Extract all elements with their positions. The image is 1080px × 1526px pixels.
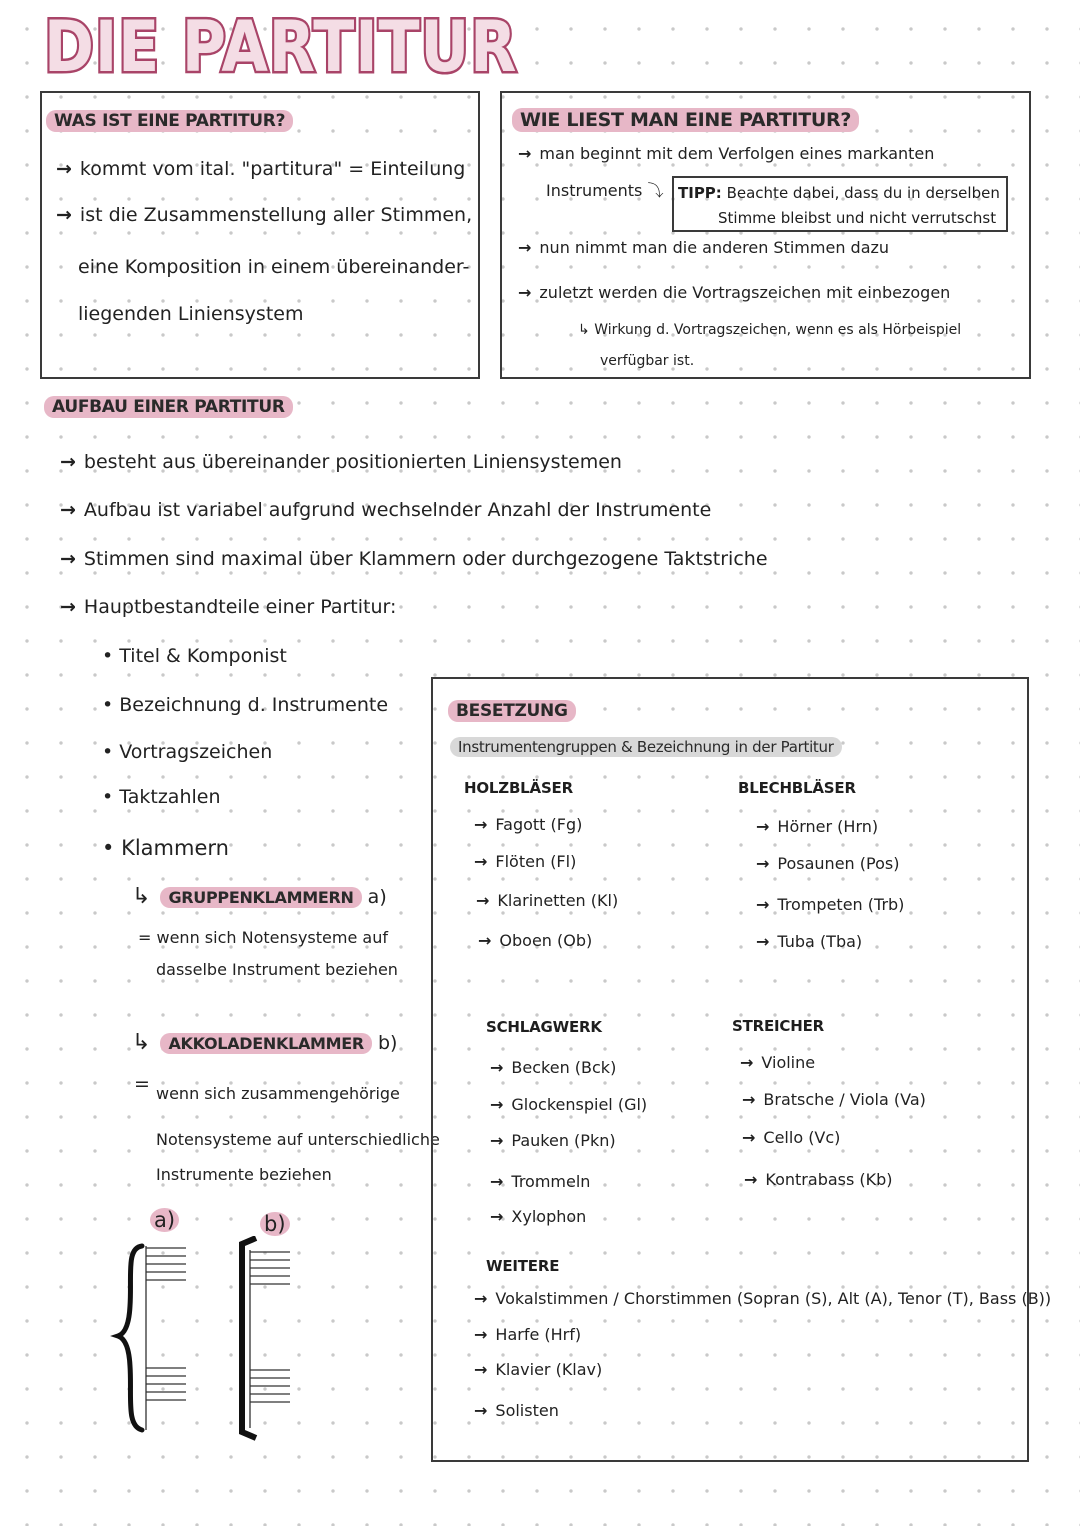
- hook-arrow-icon: ↳: [132, 1030, 151, 1055]
- arrow-icon: →: [518, 238, 532, 257]
- definition-heading: WAS IST EINE PARTITUR?: [46, 110, 293, 132]
- akkoladen-text: wenn sich zusammengehörige: [156, 1084, 400, 1103]
- hook-arrow-icon: ↳: [578, 322, 590, 338]
- bullet-icon: •: [102, 836, 115, 860]
- arrow-icon: →: [478, 931, 492, 950]
- arrow-icon: →: [56, 158, 72, 180]
- aufbau-heading: AUFBAU EINER PARTITUR: [44, 396, 293, 418]
- curly-brace-a: [118, 1246, 142, 1430]
- arrow-icon: →: [756, 932, 770, 951]
- reading-heading: WIE LIEST MAN EINE PARTITUR?: [512, 108, 859, 132]
- instrument-item: → Tuba (Tba): [756, 932, 863, 951]
- instrument-item: → Solisten: [474, 1401, 559, 1420]
- instrument-item: → Becken (Bck): [490, 1058, 617, 1077]
- akkoladen-text: Instrumente beziehen: [156, 1165, 332, 1184]
- arrow-icon: →: [474, 815, 488, 834]
- aufbau-line: → Aufbau ist variabel aufgrund wechselnder Anzahl der Instrumente: [60, 499, 712, 521]
- arrow-icon: →: [490, 1172, 504, 1191]
- definition-line: liegenden Liniensystem: [78, 303, 304, 325]
- arrow-icon: →: [742, 1128, 756, 1147]
- instrument-item: → Trommeln: [490, 1172, 591, 1191]
- instrument-item: → Kontrabass (Kb): [744, 1170, 893, 1189]
- staff-lines-b: [250, 1250, 290, 1428]
- bullet-item: • Vortragszeichen: [102, 741, 273, 763]
- reading-line: → zuletzt werden die Vortragszeichen mit einbezogen: [518, 283, 951, 302]
- arrow-icon: →: [740, 1053, 754, 1072]
- arrow-icon: →: [518, 283, 532, 302]
- diagram-label-b: b): [260, 1212, 290, 1236]
- reading-line: Instruments ⤵: [546, 181, 664, 200]
- bullet-icon: •: [102, 741, 114, 763]
- instrument-item: → Pauken (Pkn): [490, 1131, 616, 1150]
- reading-line: → nun nimmt man die anderen Stimmen dazu: [518, 238, 890, 257]
- arrow-icon: →: [490, 1131, 504, 1150]
- tip-label: TIPP:: [678, 184, 722, 202]
- instrument-item: → Trompeten (Trb): [756, 895, 905, 914]
- staff-lines-a: [146, 1246, 186, 1430]
- definition-box: [40, 91, 480, 379]
- reading-line: verfügbar ist.: [600, 353, 695, 369]
- definition-line: → kommt vom ital. "partitura" = Einteilung: [56, 158, 466, 180]
- arrow-icon: →: [490, 1095, 504, 1114]
- tip-box: [672, 176, 1008, 232]
- bullet-item: • Bezeichnung d. Instrumente: [102, 694, 389, 716]
- arrow-icon: →: [474, 852, 488, 871]
- arrow-icon: →: [756, 895, 770, 914]
- akkoladen-equals: =: [134, 1073, 150, 1095]
- arrow-icon: →: [56, 204, 72, 226]
- arrow-icon: →: [474, 1360, 488, 1379]
- instrument-item: → Glockenspiel (Gl): [490, 1095, 648, 1114]
- arrow-icon: →: [756, 817, 770, 836]
- weitere-heading: WEITERE: [486, 1257, 560, 1275]
- bullet-icon: •: [102, 786, 114, 808]
- akkoladen-row: [132, 1030, 397, 1055]
- arrow-icon: →: [474, 1289, 488, 1308]
- instrument-item: → Cello (Vc): [742, 1128, 841, 1147]
- diagram-label-a: a): [150, 1208, 179, 1232]
- hook-arrow-icon: ↳: [132, 884, 151, 909]
- definition-line: → ist die Zusammenstellung aller Stimmen,: [56, 204, 473, 226]
- streicher-heading: STREICHER: [732, 1017, 824, 1035]
- bullet-item: • Titel & Komponist: [102, 645, 287, 667]
- aufbau-line: → Hauptbestandteile einer Partitur:: [60, 596, 397, 618]
- bullet-item: • Taktzahlen: [102, 786, 221, 808]
- instrument-item: → Posaunen (Pos): [756, 854, 900, 873]
- aufbau-line: → besteht aus übereinander positionierten Liniensystemen: [60, 451, 622, 473]
- page-title: DIE PARTITUR: [44, 6, 518, 88]
- brace-diagram: [110, 1236, 310, 1446]
- reading-line: → man beginnt mit dem Verfolgen eines markanten: [518, 144, 935, 163]
- holzblaeser-heading: HOLZBLÄSER: [464, 779, 573, 797]
- gruppen-heading: GRUPPENKLAMMERN: [160, 887, 361, 908]
- arrow-icon: →: [474, 1401, 488, 1420]
- instrument-item: → Violine: [740, 1053, 816, 1072]
- schlagwerk-heading: SCHLAGWERK: [486, 1018, 602, 1036]
- arrow-icon: →: [60, 499, 76, 521]
- bullet-icon: •: [102, 694, 114, 716]
- arrow-icon: →: [60, 548, 76, 570]
- blechblaeser-heading: BLECHBLÄSER: [738, 779, 856, 797]
- arrow-icon: →: [476, 891, 490, 910]
- definition-line: eine Komposition in einem übereinander-: [78, 256, 470, 278]
- besetzung-subheading: Instrumentengruppen & Bezeichnung in der Partitur: [450, 737, 842, 757]
- tip-text: Beachte dabei, dass du in derselben: [726, 184, 1000, 202]
- arrow-icon: →: [742, 1090, 756, 1109]
- curve-arrow-icon: ⤵: [647, 181, 664, 200]
- instrument-item: → Xylophon: [490, 1207, 587, 1226]
- instrument-item: → Harfe (Hrf): [474, 1325, 582, 1344]
- instrument-item: → Bratsche / Viola (Va): [742, 1090, 926, 1109]
- instrument-item: → Hörner (Hrn): [756, 817, 879, 836]
- gruppen-text: dasselbe Instrument beziehen: [156, 960, 398, 979]
- aufbau-line: → Stimmen sind maximal über Klammern oder durchgezogene Taktstriche: [60, 548, 768, 570]
- arrow-icon: →: [744, 1170, 758, 1189]
- akkoladen-letter: b): [378, 1032, 398, 1054]
- instrument-item: → Klarinetten (Kl): [476, 891, 619, 910]
- arrow-icon: →: [518, 144, 532, 163]
- bullet-item: • Klammern: [102, 836, 229, 860]
- gruppen-text: = wenn sich Notensysteme auf: [138, 928, 388, 947]
- instrument-item: → Vokalstimmen / Chorstimmen (Sopran (S), Alt (A), Tenor (T), Bass (B)): [474, 1289, 1052, 1308]
- akkoladen-text: Notensysteme auf unterschiedliche: [156, 1130, 440, 1149]
- besetzung-heading: BESETZUNG: [448, 700, 576, 722]
- instrument-item: → Oboen (Ob): [478, 931, 593, 950]
- instrument-item: → Klavier (Klav): [474, 1360, 603, 1379]
- arrow-icon: →: [60, 451, 76, 473]
- arrow-icon: →: [756, 854, 770, 873]
- arrow-icon: →: [60, 596, 76, 618]
- reading-line: ↳ Wirkung d. Vortragszeichen, wenn es als Hörbeispiel: [578, 322, 962, 338]
- instrument-item: → Fagott (Fg): [474, 815, 583, 834]
- instrument-item: → Flöten (Fl): [474, 852, 577, 871]
- arrow-icon: →: [490, 1207, 504, 1226]
- bullet-icon: •: [102, 645, 114, 667]
- gruppen-letter: a): [367, 886, 387, 908]
- akkoladen-heading: AKKOLADENKLAMMER: [160, 1033, 372, 1054]
- tip-text: Stimme bleibst und nicht verrutschst: [718, 209, 997, 227]
- arrow-icon: →: [474, 1325, 488, 1344]
- gruppen-row: [132, 884, 387, 909]
- arrow-icon: →: [490, 1058, 504, 1077]
